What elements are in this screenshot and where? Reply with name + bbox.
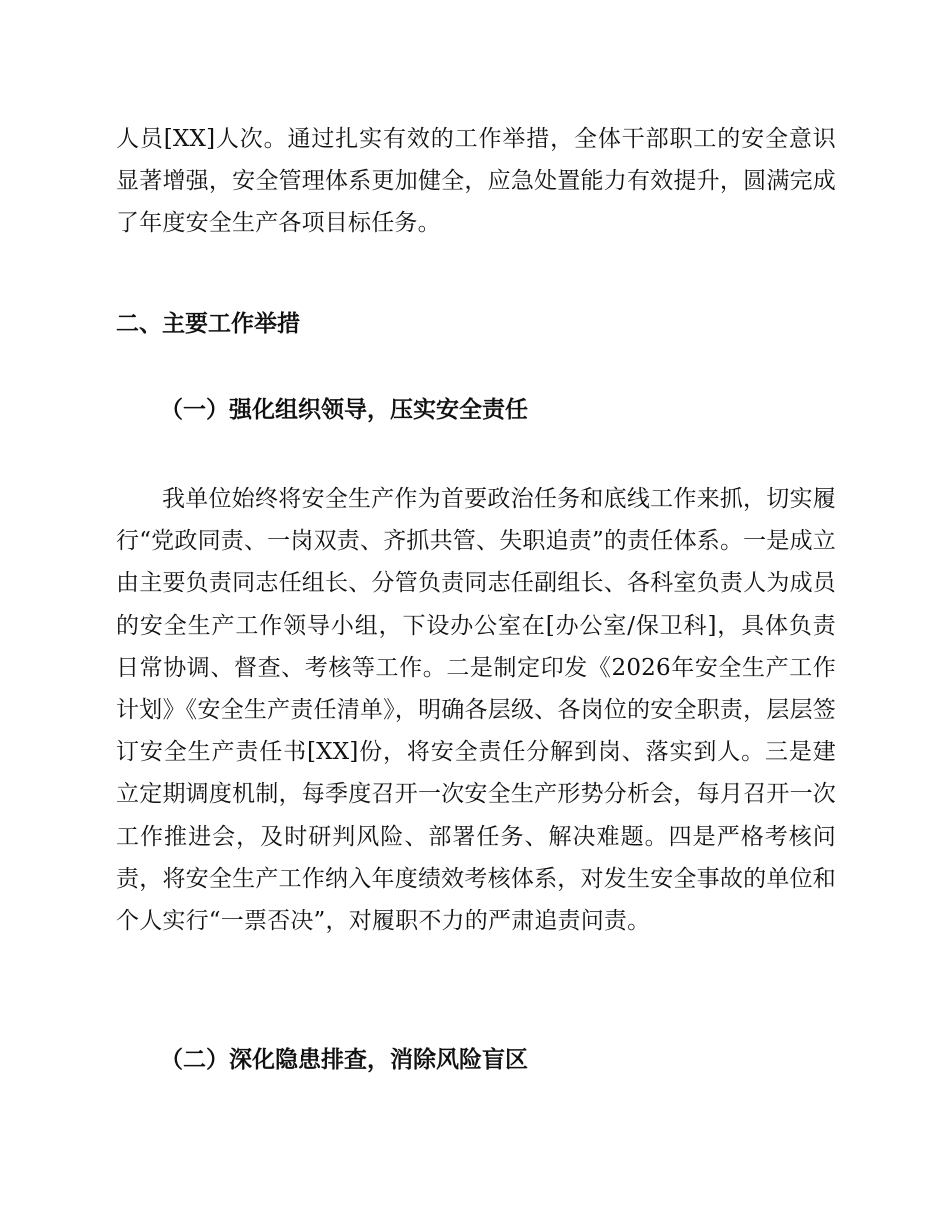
intro-paragraph: 人员[XX]人次。通过扎实有效的工作举措，全体干部职工的安全意识显著增强，安全管理体系更加健全，应急处置能力有效提升，圆满完成了年度安全生产各项目标任务。 [116, 126, 836, 237]
subsection-paragraph-1: 我单位始终将安全生产作为首要政治任务和底线工作来抓，切实履行“党政同责、一岗双责、齐抓共管、失职追责”的责任体系。一是成立由主要负责同志任组长、分管负责同志任副组长、各科室负责人为成员的安全生产工作领导小组，下设办公室在[办公室/保卫科]，具体负责日常协调、督查、考核等工作。二是制定印发《2026年安全生产工作计划》《安全生产责任清单》，明确各层级、各岗位的安全职责，层层签订安全生产责任书[XX]份，将安全责任分解到岗、落实到人。三是建立定期调度机制，每季度召开一次安全生产形势分析会，每月召开一次工作推进会，及时研判风险、部署任务、解决难题。四是严格考核问责，将安全生产工作纳入年度绩效考核体系，对发生安全事故的单位和个人实行“一票否决”，对履职不力的严肃追责问责。 [116, 486, 836, 935]
subsection-title-1: （一）强化组织领导，压实安全责任 [160, 396, 528, 423]
subsection-title-2: （二）深化隐患排查，消除风险盲区 [160, 1046, 528, 1073]
section-heading: 二、主要工作举措 [116, 311, 300, 337]
